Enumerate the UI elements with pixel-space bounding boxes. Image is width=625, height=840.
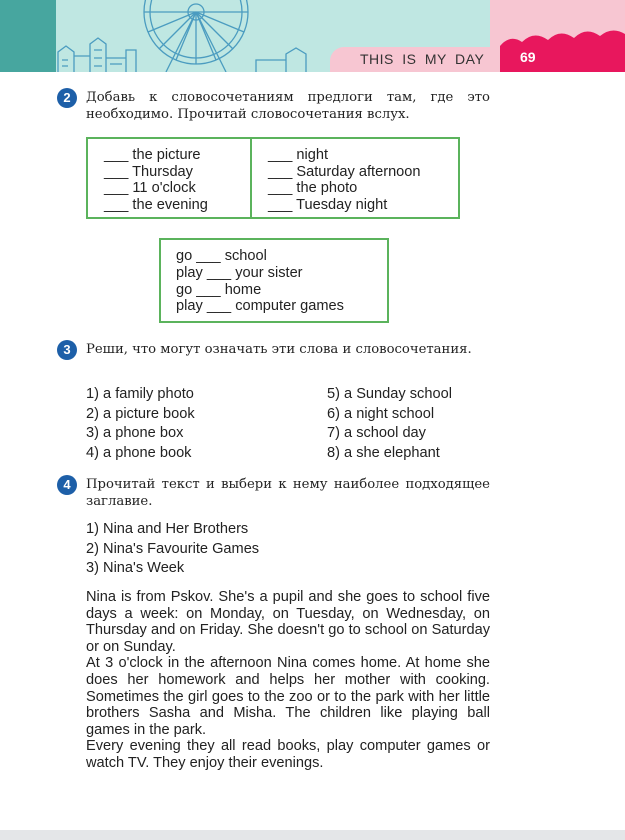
phrase-item: ___ Tuesday night	[268, 196, 388, 213]
verb-phrase-list	[176, 248, 344, 315]
list-item: 4) a phone book	[86, 444, 192, 461]
exercise-2-instruction: Добавь к словосочетаниям предлоги там, где это необходимо. Прочитай словосочетания вслух.	[86, 90, 490, 122]
list-item: 1) a family photo	[86, 386, 194, 402]
text-paragraph: Nina is from Pskov. She's a pupil and she goes to school five days a week: on Monday, on Tuesday, on Wednesday, on Thursday and on Friday. She doesn't go to school on Saturday or on Sunday.	[86, 589, 490, 655]
phrase-item: ___ the picture	[104, 147, 201, 163]
phrase-item: ___ Thursday	[104, 163, 193, 180]
header-title: THIS IS MY DAY	[360, 51, 485, 67]
page-number-tab	[500, 46, 625, 72]
list-item: 5) a Sunday school	[327, 386, 452, 402]
exercise-2-badge: 2	[57, 88, 77, 108]
exercise-3-instruction: Реши, что могут означать эти слова и словосочетания.	[86, 342, 472, 357]
title-option: 2) Nina's Favourite Games	[86, 540, 260, 557]
exercise-3-badge: 3	[57, 340, 77, 360]
phrase-item: ___ night	[268, 147, 329, 163]
exercise-3-left-list	[86, 385, 195, 463]
exercise-2-left-column	[104, 147, 208, 213]
text-paragraph: Every evening they all read books, play computer games or watch TV. They enjoy their evenings.	[86, 738, 490, 771]
list-item: 6) a night school	[327, 405, 435, 422]
exercise-4-title-options	[86, 520, 259, 579]
phrase-item: ___ Saturday afternoon	[268, 163, 421, 180]
phrase-item: ___ 11 o'clock	[104, 180, 196, 196]
list-item: 7) a school day	[327, 425, 426, 442]
exercise-4-badge: 4	[57, 475, 77, 495]
phrase-item: ___ the photo	[268, 180, 358, 196]
table-divider	[250, 139, 252, 217]
phrase-item: play ___ computer games	[176, 298, 344, 315]
list-item: 8) a she elephant	[327, 444, 440, 461]
phrase-item: go ___ school	[176, 248, 267, 264]
exercise-2-right-column	[268, 147, 421, 213]
exercise-3-right-list	[327, 385, 452, 463]
phrase-item: go ___ home	[176, 281, 262, 298]
exercise-2-verb-box	[159, 238, 389, 323]
text-paragraph: At 3 o'clock in the afternoon Nina comes home. At home she does her homework and helps her mother with cooking. Sometimes the girl goes to the zoo or to the park with her little brothers Sasha and Misha. The children like playing ball games in the park.	[86, 655, 490, 738]
phrase-item: play ___ your sister	[176, 264, 303, 281]
list-item: 3) a phone box	[86, 425, 184, 442]
header-teal-block	[0, 0, 56, 72]
page-number: 69	[520, 49, 536, 65]
exercise-4-instruction: Прочитай текст и выбери к нему наиболее подходящее заглавие.	[86, 477, 490, 509]
exercise-4-reading-text	[86, 589, 490, 772]
exercise-2-table	[86, 137, 460, 219]
phrase-item: ___ the evening	[104, 196, 208, 213]
title-option: 3) Nina's Week	[86, 560, 185, 577]
title-option: 1) Nina and Her Brothers	[86, 521, 249, 537]
list-item: 2) a picture book	[86, 405, 195, 422]
